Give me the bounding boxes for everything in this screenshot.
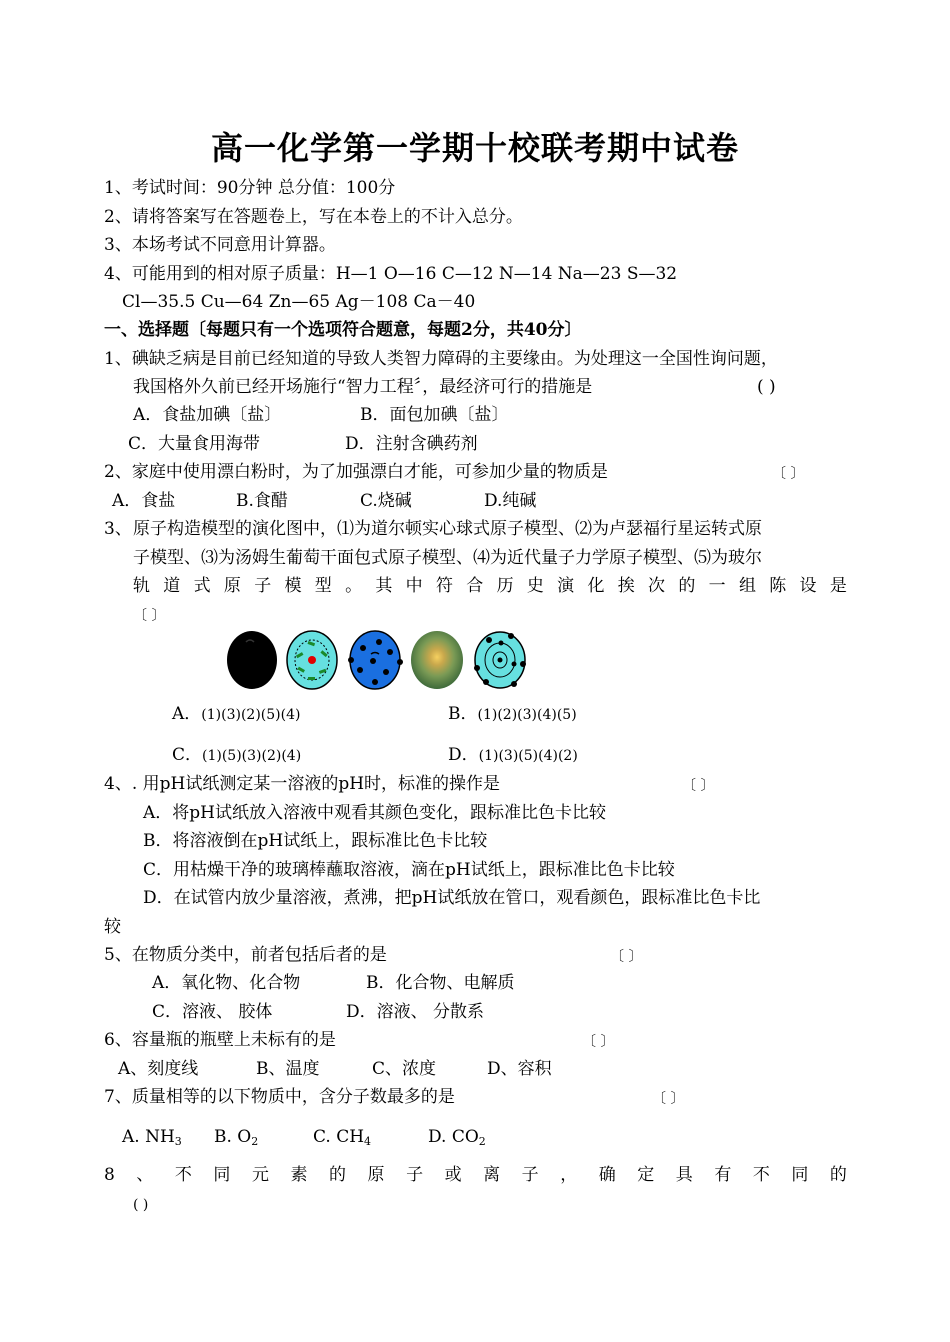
q1-option-c: C．大量食用海带 bbox=[128, 434, 261, 454]
q3-option-c-label: C． bbox=[172, 745, 203, 765]
q8-stem-char: 定 bbox=[637, 1165, 655, 1185]
q7-answer-paren: 〔 〕 bbox=[652, 1091, 685, 1107]
q7-option-c bbox=[313, 1125, 371, 1149]
q3-stem-3-char: 其 bbox=[375, 576, 393, 596]
q3-stem-3-char: 合 bbox=[466, 576, 484, 596]
q3-option-a-label: A． bbox=[172, 704, 202, 724]
q6-option-a: A、刻度线 bbox=[118, 1059, 199, 1079]
q8-stem-char: 确 bbox=[598, 1165, 616, 1185]
q3-stem-3-char: 演 bbox=[557, 576, 575, 596]
q8-stem-char: 8 bbox=[104, 1165, 115, 1185]
q1-answer-paren: ( ) bbox=[757, 377, 776, 397]
q3-option-b bbox=[448, 702, 577, 727]
bohr-model-image bbox=[470, 628, 530, 692]
atomic-model-figure bbox=[224, 628, 534, 696]
rutherford-model-image bbox=[284, 628, 340, 692]
q3-option-d bbox=[448, 743, 578, 768]
q7-option-b-sub: 2 bbox=[251, 1135, 259, 1148]
q3-option-c-text: (1)(5)(3)(2)(4) bbox=[202, 748, 302, 764]
q8-stem-char: 离 bbox=[483, 1165, 501, 1185]
q3-option-b-label: B． bbox=[448, 704, 478, 724]
q8-stem-char: 子 bbox=[521, 1165, 539, 1185]
q3-stem-1: 原子构造模型的演化图中，⑴为道尔顿实心球式原子模型、⑵为卢瑟福行星运转式原 bbox=[133, 519, 762, 539]
thomson-model-image bbox=[346, 628, 404, 692]
q3-option-d-text: (1)(3)(5)(4)(2) bbox=[478, 748, 578, 764]
q3-stem-3-char: 历 bbox=[496, 576, 514, 596]
q8-stem-char: 的 bbox=[829, 1165, 847, 1185]
note-4: 4、可能用到的相对原子质量：H—1 O—16 C—12 N—14 Na—23 S—32 bbox=[104, 264, 678, 284]
q8-stem-char: 素 bbox=[290, 1165, 308, 1185]
q3-stem-3-char: 组 bbox=[738, 576, 756, 596]
q3-stem-3-char: 轨 bbox=[133, 576, 150, 596]
q8-stem-char: 元 bbox=[251, 1165, 269, 1185]
q2-option-d: D.纯碱 bbox=[484, 491, 537, 511]
q8-stem-char: 同 bbox=[791, 1165, 809, 1185]
q5-option-a: A．氧化物、化合物 bbox=[152, 973, 301, 993]
q1-option-a: A．食盐加碘〔盐〕 bbox=[133, 405, 282, 425]
q3-stem-3-char: 模 bbox=[284, 576, 302, 596]
q4-answer-paren: 〔 〕 bbox=[682, 778, 715, 794]
q7-option-b bbox=[214, 1125, 258, 1149]
q3-stem-3-char: 原 bbox=[223, 576, 241, 596]
q7-option-a-sub: 3 bbox=[174, 1135, 182, 1148]
q8-stem-char: 具 bbox=[675, 1165, 693, 1185]
q3-stem-3-char: 挨 bbox=[617, 576, 635, 596]
q4-stem: 4、. 用pH试纸测定某一溶液的pH时，标准的操作是 bbox=[104, 774, 501, 794]
note-4-cont: Cl—35.5 Cu—64 Zn—65 Ag－108 Ca－40 bbox=[122, 292, 476, 312]
q5-stem: 5、在物质分类中，前者包括后者的是 bbox=[104, 945, 387, 965]
q3-stem-3-char: 。 bbox=[345, 576, 363, 596]
q4-option-d-1: D．在试管内放少量溶液，煮沸，把pH试纸放在管口，观看颜色，跟标准比色卡比 bbox=[143, 888, 761, 908]
q8-stem-char: 的 bbox=[329, 1165, 347, 1185]
q1-stem-2: 我国格外久前已经开场施行“智力工程〞，最经济可行的措施是 bbox=[133, 377, 593, 397]
q6-answer-paren: 〔 〕 bbox=[582, 1034, 615, 1050]
q3-stem-3-char: 符 bbox=[435, 576, 453, 596]
q5-option-c: C．溶液、 胶体 bbox=[152, 1002, 273, 1022]
q4-option-c: C．用枯燥干净的玻璃棒蘸取溶液，滴在pH试纸上，跟标准比色卡比较 bbox=[143, 860, 675, 880]
q7-option-d-sub: 2 bbox=[478, 1135, 486, 1148]
q7-option-c-text: C. CH bbox=[313, 1127, 365, 1147]
q8-stem-char: ， bbox=[560, 1165, 578, 1185]
q4-option-d-2: 较 bbox=[104, 917, 121, 937]
q5-option-b: B．化合物、电解质 bbox=[366, 973, 515, 993]
q8-stem-char: 或 bbox=[444, 1165, 462, 1185]
q6-option-c: C、浓度 bbox=[372, 1059, 437, 1079]
note-3: 3、本场考试不同意用计算器。 bbox=[104, 235, 336, 255]
q3-answer-paren: 〔 〕 bbox=[133, 608, 166, 624]
q3-stem-3-char: 子 bbox=[254, 576, 272, 596]
q8-stem-char: 不 bbox=[174, 1165, 192, 1185]
q3-stem-3 bbox=[133, 574, 847, 598]
q6-option-b: B、温度 bbox=[256, 1059, 320, 1079]
q2-option-c: C.烧碱 bbox=[360, 491, 412, 511]
q3-stem-3-char: 陈 bbox=[769, 576, 787, 596]
note-2: 2、请将答案写在答题卷上，写在本卷上的不计入总分。 bbox=[104, 207, 523, 227]
q4-option-b: B．将溶液倒在pH试纸上，跟标准比色卡比较 bbox=[143, 831, 488, 851]
q8-stem-char: 不 bbox=[752, 1165, 770, 1185]
q1-option-b: B．面包加碘〔盐〕 bbox=[360, 405, 509, 425]
q5-answer-paren: 〔 〕 bbox=[610, 949, 643, 965]
q7-option-c-sub: 4 bbox=[364, 1135, 372, 1148]
q3-stem-3-char: 次 bbox=[648, 576, 666, 596]
q2-stem: 2、家庭中使用漂白粉时，为了加强漂白才能，可参加少量的物质是 bbox=[104, 462, 608, 482]
q3-number: 3、 bbox=[104, 519, 132, 539]
q3-stem-3-char: 化 bbox=[587, 576, 605, 596]
q8-stem-char: 、 bbox=[136, 1165, 154, 1185]
q6-option-d: D、容积 bbox=[487, 1059, 552, 1079]
q3-option-a-text: (1)(3)(2)(5)(4) bbox=[201, 707, 301, 723]
q3-option-b-text: (1)(2)(3)(4)(5) bbox=[477, 707, 577, 723]
q3-option-d-label: D． bbox=[448, 745, 479, 765]
q6-stem: 6、容量瓶的瓶壁上未标有的是 bbox=[104, 1030, 336, 1050]
q3-option-c bbox=[172, 743, 301, 768]
q1-stem-1: 1、碘缺乏病是目前已经知道的导致人类智力障碍的主要缘由。为处理这一全国性询问题， bbox=[104, 349, 778, 369]
q7-option-d-text: D. CO bbox=[428, 1127, 479, 1147]
quantum-model-image bbox=[408, 628, 466, 692]
q1-option-d: D．注射含碘药剂 bbox=[345, 434, 478, 454]
note-1: 1、考试时间：90分钟 总分值：100分 bbox=[104, 178, 396, 198]
q3-stem-3-char: 的 bbox=[678, 576, 696, 596]
section-heading: 一、选择题〔每题只有一个选项符合题意，每题2分，共40分〕 bbox=[104, 320, 582, 340]
q3-stem-3-char: 道 bbox=[163, 576, 181, 596]
q2-option-a: A．食盐 bbox=[112, 491, 176, 511]
q7-stem: 7、质量相等的以下物质中，含分子数最多的是 bbox=[104, 1087, 455, 1107]
q8-stem bbox=[104, 1163, 847, 1187]
q8-answer-paren: ( ) bbox=[133, 1197, 149, 1213]
q8-stem-char: 原 bbox=[367, 1165, 385, 1185]
page-title: 高一化学第一学期十校联考期中试卷 bbox=[210, 129, 739, 167]
q7-option-d bbox=[428, 1125, 486, 1149]
q2-answer-paren: 〔 〕 bbox=[772, 466, 805, 482]
q4-option-a: A．将pH试纸放入溶液中观看其颜色变化，跟标准比色卡比较 bbox=[143, 803, 606, 823]
q3-stem-3-char: 型 bbox=[314, 576, 332, 596]
q7-option-b-text: B. O bbox=[214, 1127, 252, 1147]
q3-stem-3-char: 一 bbox=[708, 576, 726, 596]
q3-stem-3-char: 中 bbox=[405, 576, 423, 596]
q8-stem-char: 有 bbox=[714, 1165, 732, 1185]
q8-stem-char: 子 bbox=[406, 1165, 424, 1185]
q3-stem-3-char: 是 bbox=[829, 576, 847, 596]
q3-stem-3-char: 史 bbox=[526, 576, 544, 596]
q3-stem-3-char: 式 bbox=[193, 576, 211, 596]
q7-option-a bbox=[122, 1125, 182, 1149]
q3-option-a bbox=[172, 702, 300, 727]
q3-stem-2: 子模型、⑶为汤姆生葡萄干面包式原子模型、⑷为近代量子力学原子模型、⑸为玻尔 bbox=[133, 548, 762, 568]
q2-option-b: B.食醋 bbox=[236, 491, 288, 511]
q7-option-a-text: A. NH bbox=[122, 1127, 175, 1147]
q8-stem-char: 同 bbox=[213, 1165, 231, 1185]
dalton-model-image bbox=[224, 628, 280, 692]
q5-option-d: D．溶液、 分散系 bbox=[346, 1002, 485, 1022]
q3-stem-3-char: 设 bbox=[799, 576, 817, 596]
